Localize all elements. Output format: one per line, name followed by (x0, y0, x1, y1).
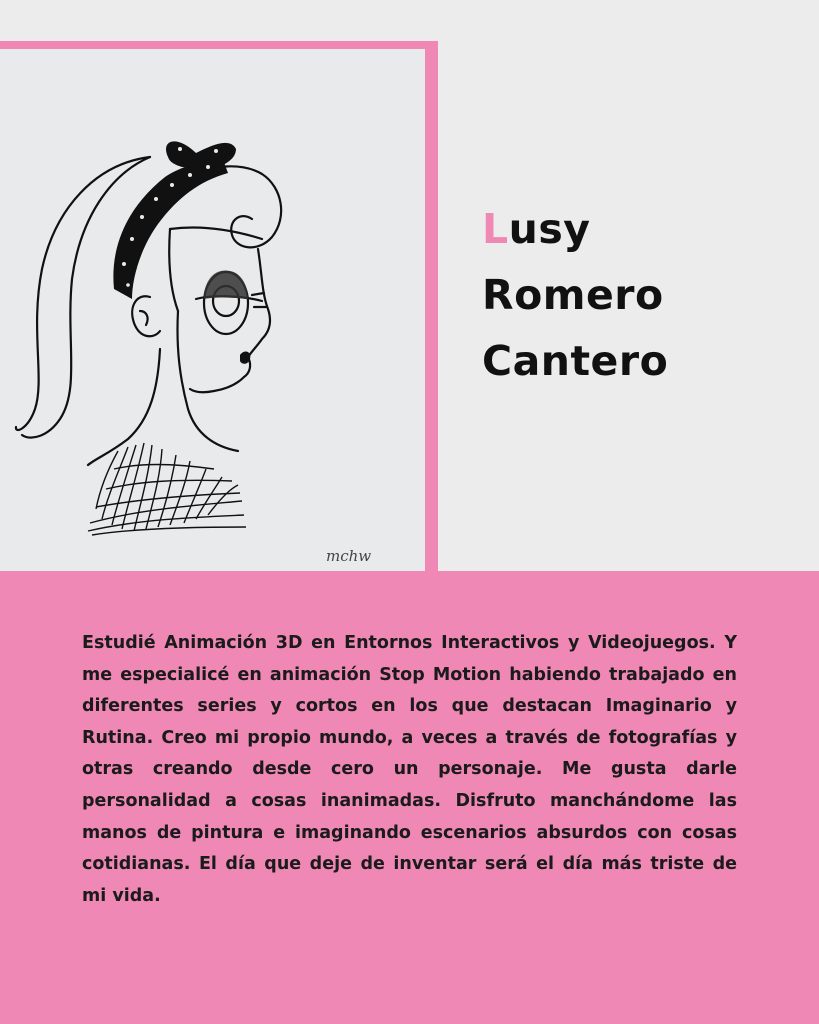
name-line-second: Romero (482, 271, 664, 319)
artist-signature: mchw (326, 547, 372, 565)
frame-top-accent (0, 41, 438, 49)
frame-right-accent (425, 41, 438, 576)
portrait-illustration (0, 49, 425, 571)
bio-paragraph: Estudié Animación 3D en Entornos Interactivos y Videojuegos. Y me especialicé en animación Stop Motion habiendo trabajado en diferentes series y cortos en los que destacan Imaginario y Rutina. Creo mi propio mundo, a veces a través de fotografías y otras creando desde cero un personaje. Me gusta darle personalidad a cosas inanimadas. Disfruto manchándome las manos de pintura e imaginando escenarios absurdos con cosas cotidianas. El día que deje de inventar será el día más triste de mi vida. (82, 633, 737, 906)
name-first-rest: usy (508, 205, 591, 253)
name-line-first (482, 196, 802, 262)
portrait-drawing (0, 49, 425, 571)
author-name (482, 196, 802, 394)
name-line-third: Cantero (482, 337, 669, 385)
name-initial: L (482, 205, 509, 253)
